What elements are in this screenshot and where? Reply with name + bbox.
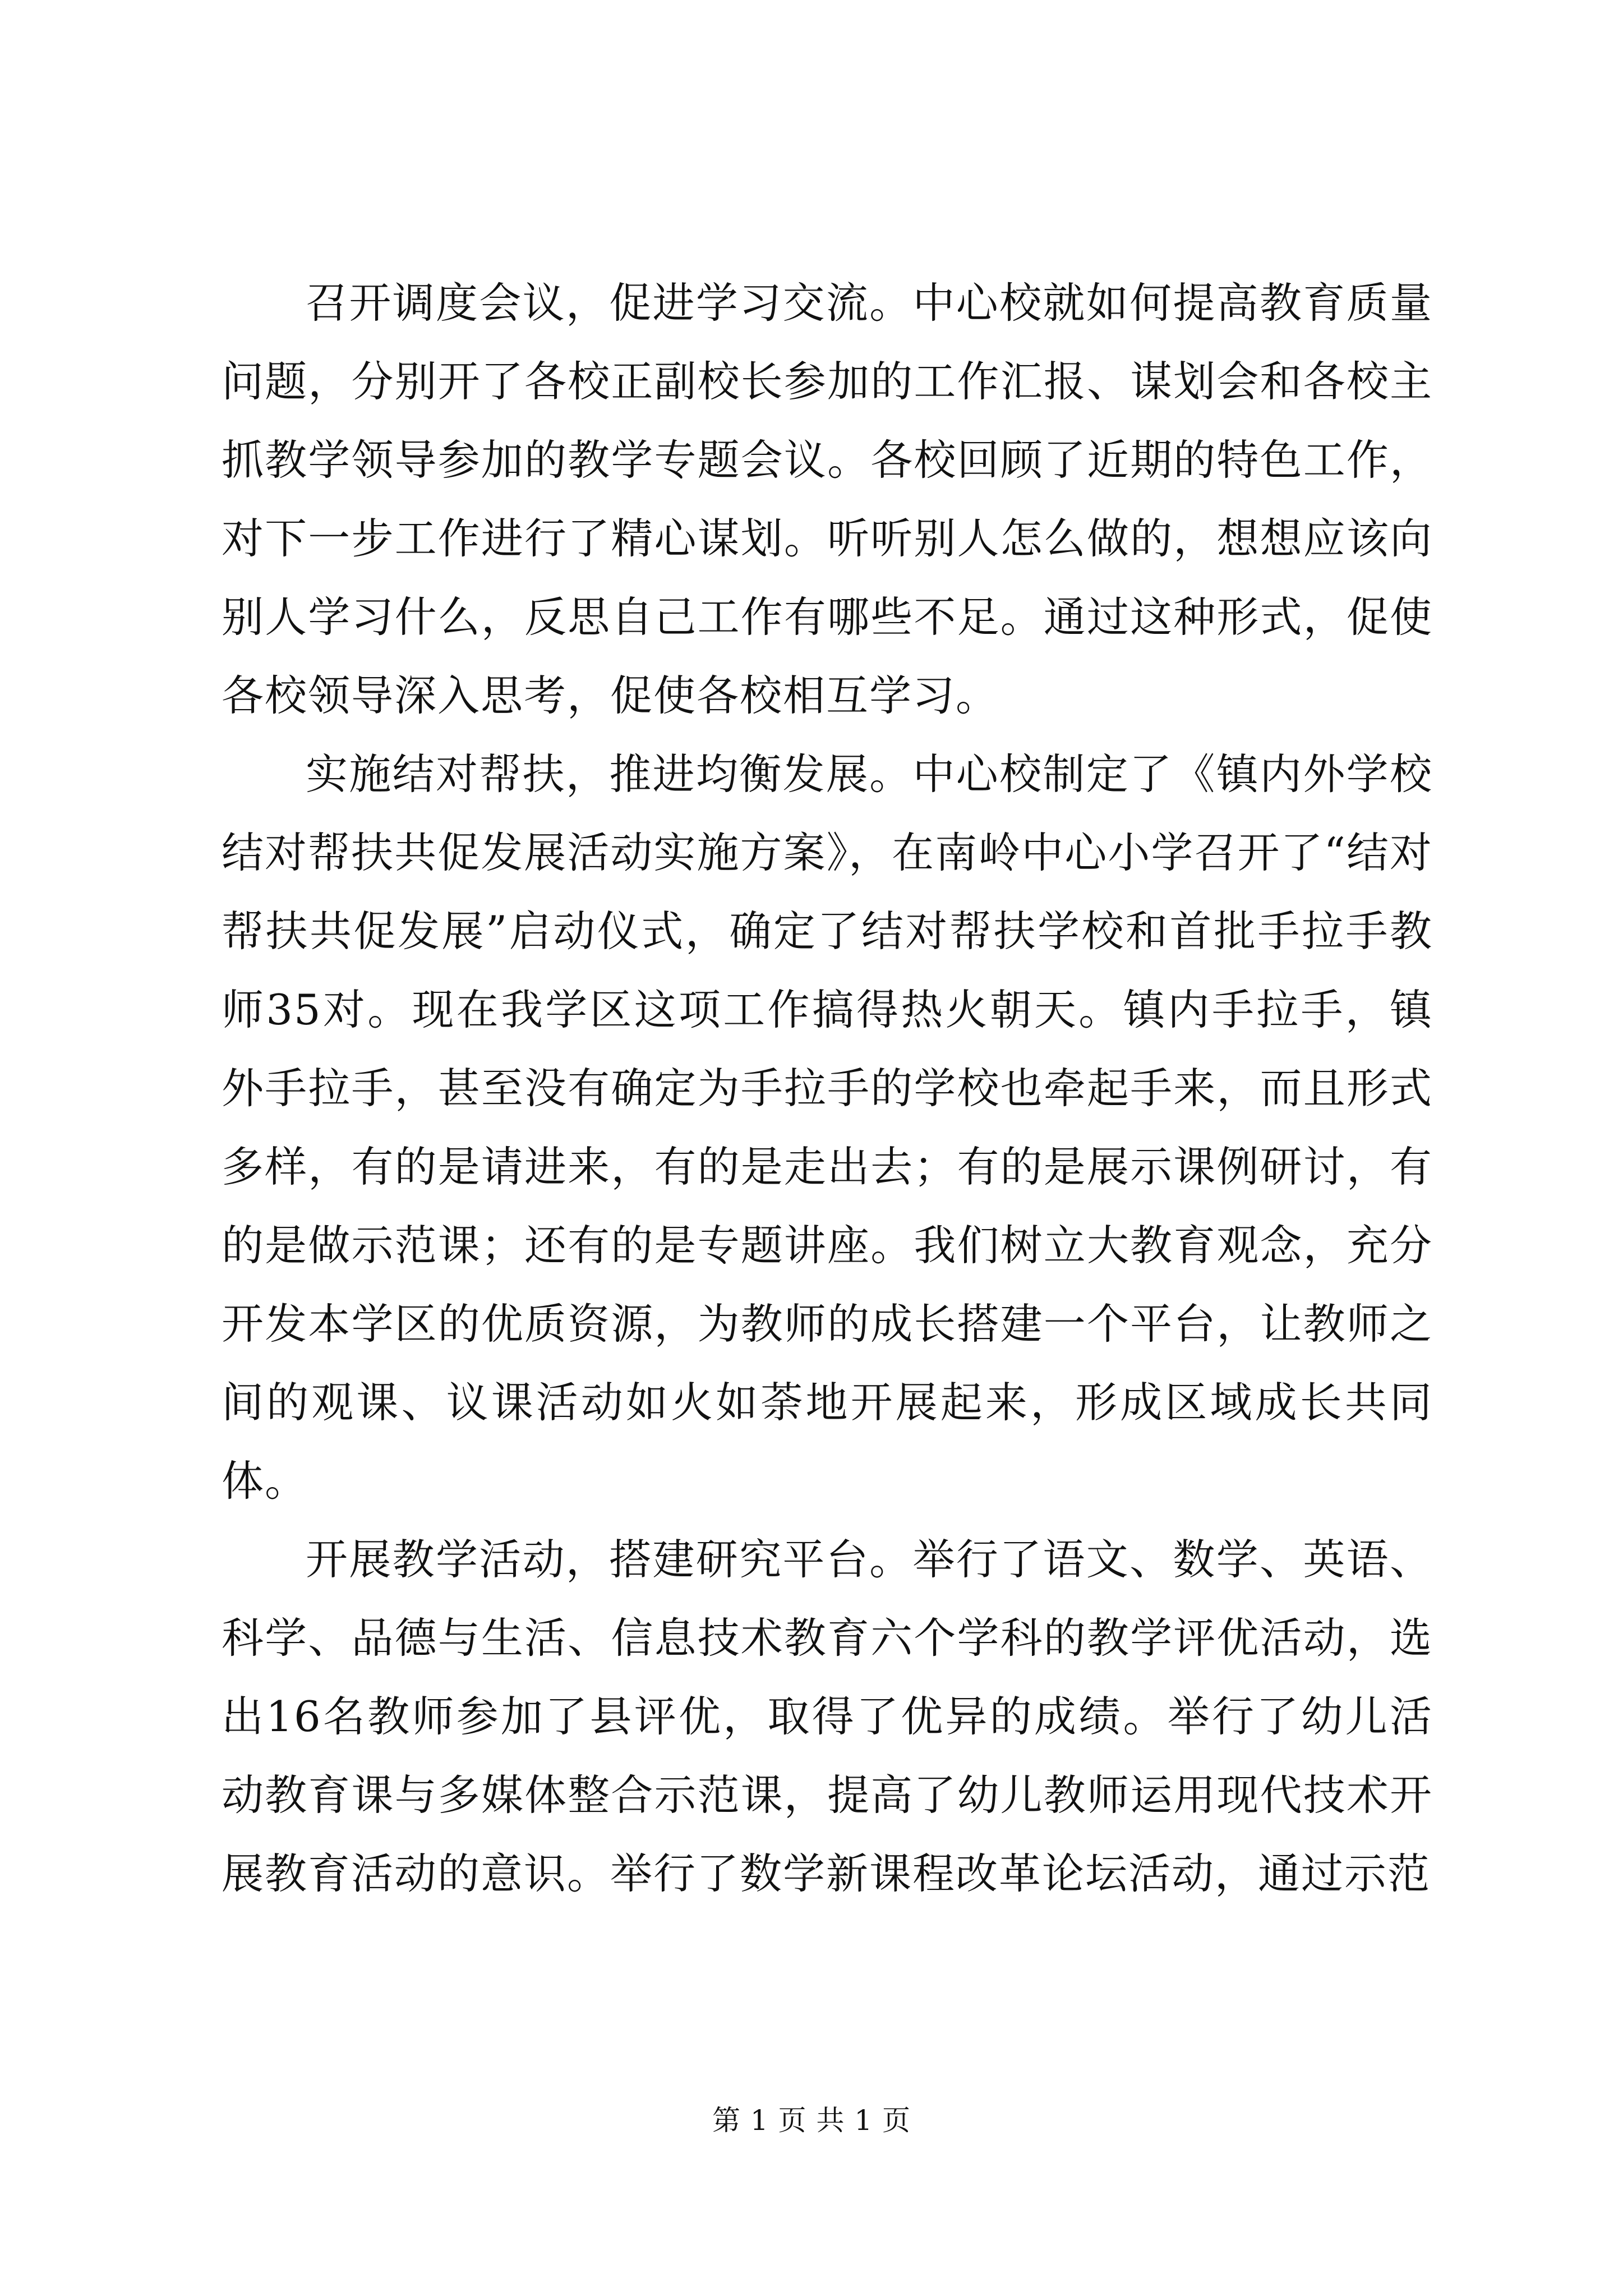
document-body (222, 264, 1433, 1913)
paragraph-activities: 开展教学活动，搭建研究平台。举行了语文、数学、英语、科学、品德与生活、信息技术教育六个学科的教学评优活动，选出16名教师参加了县评优，取得了优异的成绩。举行了幼儿活动教育课与多媒体整合示范课，提高了幼儿教师运用现代技术开展教育活动的意识。举行了数学新课程改革论坛活动，通过示范 (222, 1535, 1433, 1898)
paragraph-meeting: 召开调度会议，促进学习交流。中心校就如何提高教育质量问题，分别开了各校正副校长参加的工作汇报、谋划会和各校主抓教学领导参加的教学专题会议。各校回顾了近期的特色工作，对下一步工作进行了精心谋划。听听别人怎么做的，想想应该向别人学习什么，反思自己工作有哪些不足。通过这种形式，促使各校领导深入思考，促使各校相互学习。 (222, 278, 1433, 720)
page-number-footer: 第 1 页 共 1 页 (712, 2104, 911, 2137)
paragraph-pairing: 实施结对帮扶，推进均衡发展。中心校制定了《镇内外学校结对帮扶共促发展活动实施方案》，在南岭中心小学召开了“结对帮扶共促发展”启动仪式，确定了结对帮扶学校和首批手拉手教师35对。现在我学区这项工作搞得热火朝天。镇内手拉手，镇外手拉手，甚至没有确定为手拉手的学校也牵起手来，而且形式多样，有的是请进来，有的是走出去；有的是展示课例研讨，有的是做示范课；还有的是专题讲座。我们树立大教育观念，充分开发本学区的优质资源，为教师的成长搭建一个平台，让教师之间的观课、议课活动如火如荼地开展起来，形成区域成长共同体。 (222, 749, 1433, 1506)
